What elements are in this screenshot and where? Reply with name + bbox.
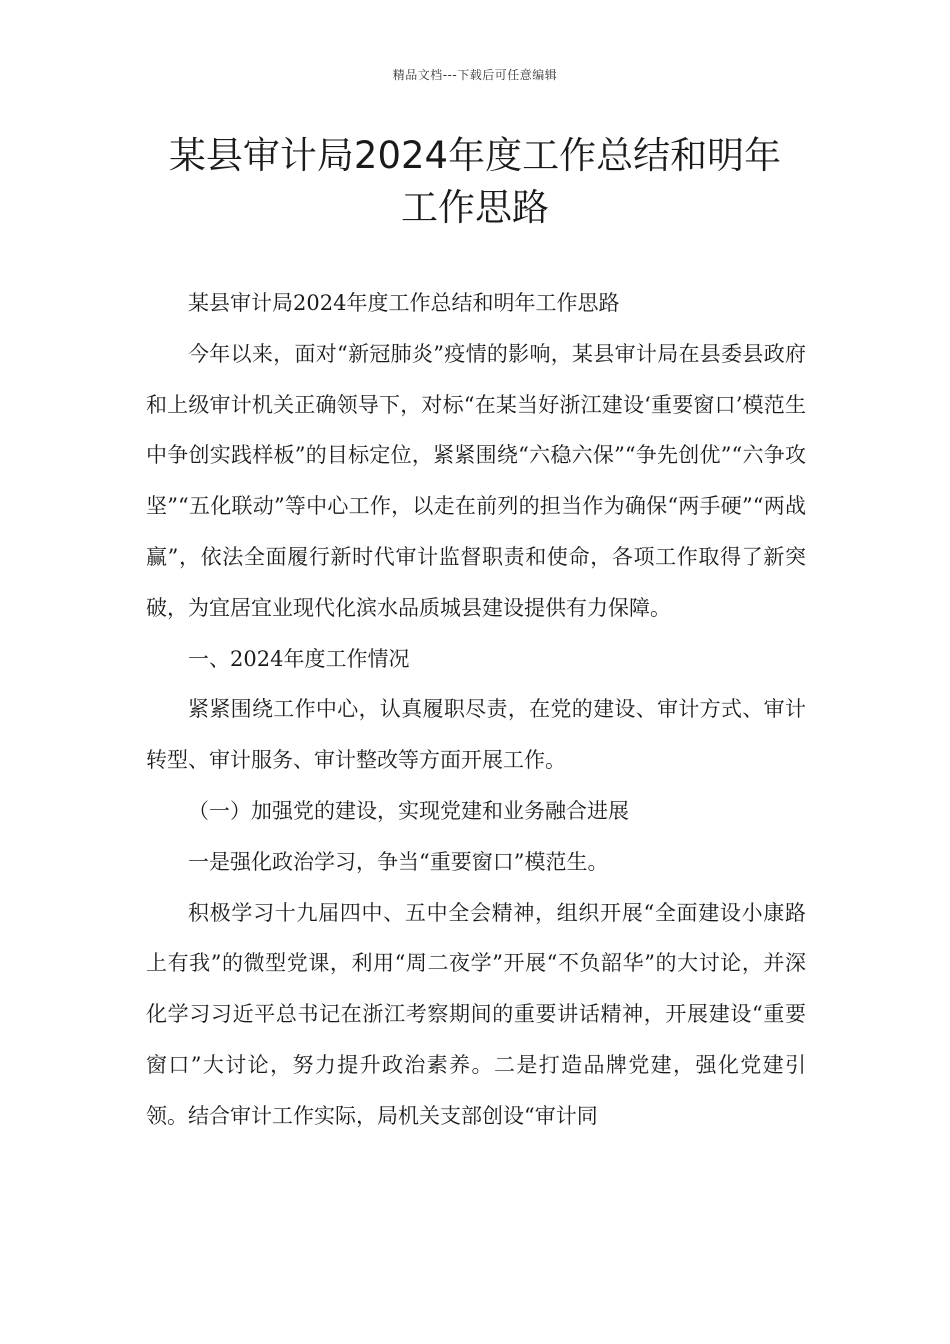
- paragraph-study: 积极学习十九届四中、五中全会精神，组织开展“全面建设小康路上有我”的微型党课，利用“周二夜学”开展“不负韶华”的大讨论，并深化学习习近平总书记在浙江考察期间的重要讲话精神，开展建设“重要窗口”大讨论，努力提升政治素养。二是打造品牌党建，强化党建引领。结合审计工作实际，局机关支部创设“审计同: [146, 900, 806, 1128]
- title-line-1: 某县审计局2024年度工作总结和明年: [168, 134, 782, 177]
- title-line-2: 工作思路: [401, 186, 549, 229]
- paragraph-subtitle: 某县审计局2024年度工作总结和明年工作思路: [188, 291, 620, 315]
- document-body: [146, 278, 806, 1142]
- paragraph-overview: 紧紧围绕工作中心，认真履职尽责，在党的建设、审计方式、审计转型、审计服务、审计整改等方面开展工作。: [146, 697, 806, 773]
- paragraph-intro: 今年以来，面对“新冠肺炎”疫情的影响，某县审计局在县委县政府和上级审计机关正确领导下，对标“在某当好浙江建设‘重要窗口’模范生中争创实践样板”的目标定位，紧紧围绕“六稳六保”“争先创优”“六争攻坚”“五化联动”等中心工作，以走在前列的担当作为确保“两手硬”“两战赢”，依法全面履行新时代审计监督职责和使命，各项工作取得了新突破，为宜居宜业现代化滨水品质城县建设提供有力保障。: [146, 341, 806, 620]
- document-title: [140, 130, 810, 234]
- header-note: 精品文档---下载后可任意编辑: [392, 68, 558, 82]
- paragraph-point-1: 一是强化政治学习，争当“重要窗口”模范生。: [188, 849, 609, 874]
- section-heading-1: 一、2024年度工作情况: [188, 646, 410, 671]
- subsection-heading-1: （一）加强党的建设，实现党建和业务融合进展: [188, 798, 629, 823]
